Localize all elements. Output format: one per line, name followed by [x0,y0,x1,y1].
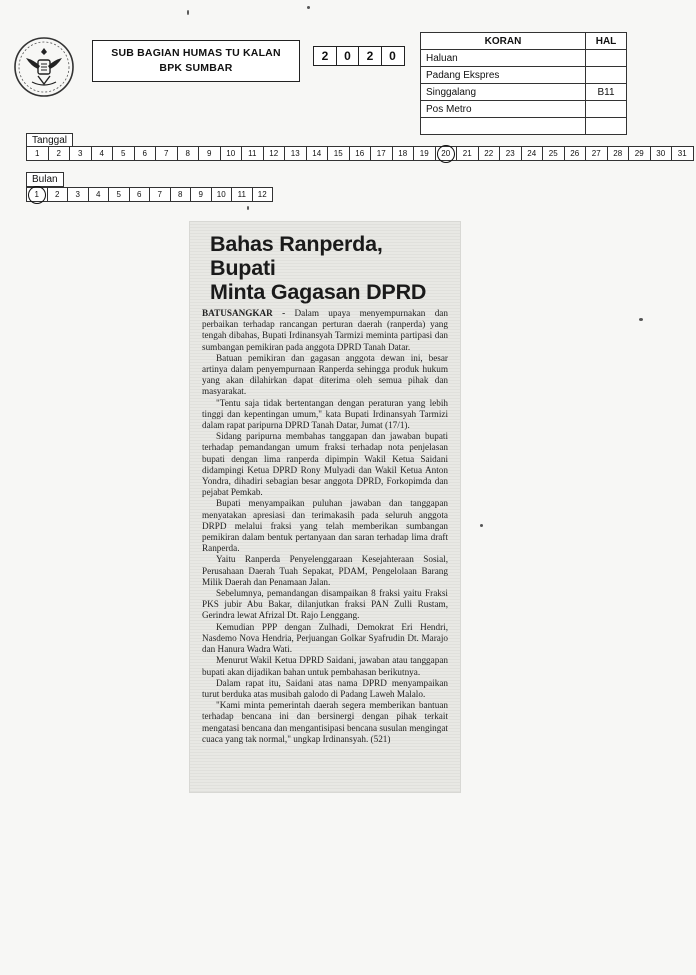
page-number [586,118,627,135]
newspaper-name: Singgalang [421,84,586,101]
day-box: 26 [564,146,587,161]
article-paragraph: "Kami minta pemerintah daerah segera memberikan bantuan terhadap bencana ini dan bersinergi dengan pihak terkait mengatasi bencana dan mengantisipasi bencana susulan mengingat cuaca yang tak normal," ungkap Irdinansyah. (521) [202,700,448,744]
office-line-2: BPK SUMBAR [159,62,233,74]
article-paragraph: Kemudian PPP dengan Zulhadi, Demokrat Eri Hendri, Nasdemo Nova Hendria, Perjuangan Golkar Syafrudin Dt. Marajo dan Hanura Wadra Wati. [202,621,448,655]
month-box: 4 [88,187,110,202]
article-paragraph: Dalam rapat itu, Saidani atas nama DPRD menyampaikan turut berduka atas musibah galodo di Padang Laweh Malalo. [202,677,448,699]
article-dateline: BATUSANGKAR - [202,308,286,318]
scan-speck [480,524,483,527]
day-box: 16 [349,146,372,161]
day-boxes [26,146,693,161]
day-box: 4 [91,146,114,161]
day-box: 1 [26,146,49,161]
month-box: 5 [108,187,130,202]
article-paragraph: BATUSANGKAR - Dalam upaya menyempurnakan dan perbaikan terhadap rancangan perturan daerah (ranperda) yang tengah dibahas, Bupati Irdinansyah Tarmizi meminta partipasi dan sumbangan pemikiran pada anggota DPRD Tanah Datar. [202,308,448,352]
month-box: 12 [252,187,274,202]
day-box: 6 [134,146,157,161]
headline-line-1: Bahas Ranperda, Bupati [210,232,383,280]
day-box: 9 [198,146,221,161]
day-box: 8 [177,146,200,161]
day-box: 3 [69,146,92,161]
day-box: 23 [499,146,522,161]
day-box: 30 [650,146,673,161]
article-paragraph: Batuan pemikiran dan gagasan anggota dewan ini, besar artinya dalam penyempurnaan Ranperda sehingga produk hukum yang akan dilahirkan dapat diterima oleh semua pihak dan masyarakat. [202,352,448,397]
table-row [421,118,627,135]
month-box: 3 [67,187,89,202]
month-box: 1 [26,187,48,202]
table-row [421,67,627,84]
day-box: 21 [456,146,479,161]
hal-header: HAL [586,33,627,50]
article-paragraph: Sidang paripurna membahas tanggapan dan jawaban bupati terhadap pemandangan umum fraksi terhadap nota penjelasan bupati dengan lima ranperda dipimpin Wakil Ketua Saidani didampingi Ketua DPRD Rony Mulyadi dan Wakil Ketua Anton Yondra, dihadiri sebagian besar anggota DPRD, Forkopimda dan pejabat Pemkab. [202,431,448,498]
year-boxes [313,46,403,66]
month-box: 10 [211,187,233,202]
table-row [421,84,627,101]
day-box: 18 [392,146,415,161]
article-paragraph: Menurut Wakil Ketua DPRD Saidani, jawaban atau tanggapan bupati akan dijadikan bahan untuk pembahasan berikutnya. [202,655,448,677]
month-box: 2 [47,187,69,202]
page-number: B11 [586,84,627,101]
day-box: 28 [607,146,630,161]
day-box: 24 [521,146,544,161]
office-label-box [92,40,300,82]
day-box: 19 [413,146,436,161]
scan-speck [247,206,249,210]
year-digit: 0 [336,46,360,66]
newspaper-name: Pos Metro [421,101,586,118]
day-box: 14 [306,146,329,161]
day-box: 12 [263,146,286,161]
day-box: 27 [585,146,608,161]
page-number [586,101,627,118]
month-box: 8 [170,187,192,202]
koran-header: KORAN [421,33,586,50]
newspaper-name [421,118,586,135]
month-box: 7 [149,187,171,202]
article-paragraph: Sebelumnya, pemandangan disampaikan 8 fraksi yaitu Fraksi PKS jubir Abu Bakar, dilanjutkan fraksi PAN Zulli Rustam, Gerindra lewat Afrizal Dt. Rajo Lenggang. [202,588,448,621]
scan-speck [187,10,189,15]
day-box: 7 [155,146,178,161]
day-box: 20 [435,146,458,161]
office-line-1: SUB BAGIAN HUMAS TU KALAN [111,47,281,59]
day-box: 31 [671,146,694,161]
table-row [421,50,627,67]
newspaper-name: Haluan [421,50,586,67]
garuda-emblem-icon [12,36,76,98]
article-headline [210,232,450,304]
newspaper-table [420,32,627,135]
day-box: 13 [284,146,307,161]
day-box: 29 [628,146,651,161]
newspaper-clipping [190,222,460,792]
year-digit: 0 [381,46,405,66]
scan-speck [639,318,643,321]
page-number [586,67,627,84]
month-box: 9 [190,187,212,202]
tanggal-label: Tanggal [26,133,73,148]
article-body [202,308,448,745]
day-box: 10 [220,146,243,161]
day-box: 15 [327,146,350,161]
day-box: 25 [542,146,565,161]
page-number [586,50,627,67]
newspaper-name: Padang Ekspres [421,67,586,84]
bulan-label: Bulan [26,172,64,187]
day-box: 17 [370,146,393,161]
month-boxes [26,187,272,202]
month-box: 11 [231,187,253,202]
article-paragraph: Bupati menyampaikan puluhan jawaban dan tanggapan menyatakan apresiasi dan terimakasih pada seluruh anggota DRPD melalui fraksi yang telah memberikan sumbangan pemikiran dalam bentuk pertanyaan dan saran terhadap lima draft Ranperda. [202,498,448,554]
scan-speck [307,6,310,9]
year-digit: 2 [313,46,337,66]
table-row [421,101,627,118]
headline-line-2: Minta Gagasan DPRD [210,280,427,304]
year-digit: 2 [358,46,382,66]
article-paragraph: "Tentu saja tidak bertentangan dengan peraturan yang lebih tinggi dan kepentingan umum," kata Bupati Irdinansyah Tarmizi dalam rapat paripurna DPRD Tanah Datar, Jumat (17/1). [202,397,448,431]
month-box: 6 [129,187,151,202]
day-box: 2 [48,146,71,161]
day-box: 5 [112,146,135,161]
article-paragraph: Yaitu Ranperda Penyelenggaraan Kesejahteraan Sosial, Perusahaan Daerah Tuah Sepakat, PDAM, Pengelolaan Barang Milik Daerah dan Penamaan Jalan. [202,554,448,587]
day-box: 22 [478,146,501,161]
day-box: 11 [241,146,264,161]
